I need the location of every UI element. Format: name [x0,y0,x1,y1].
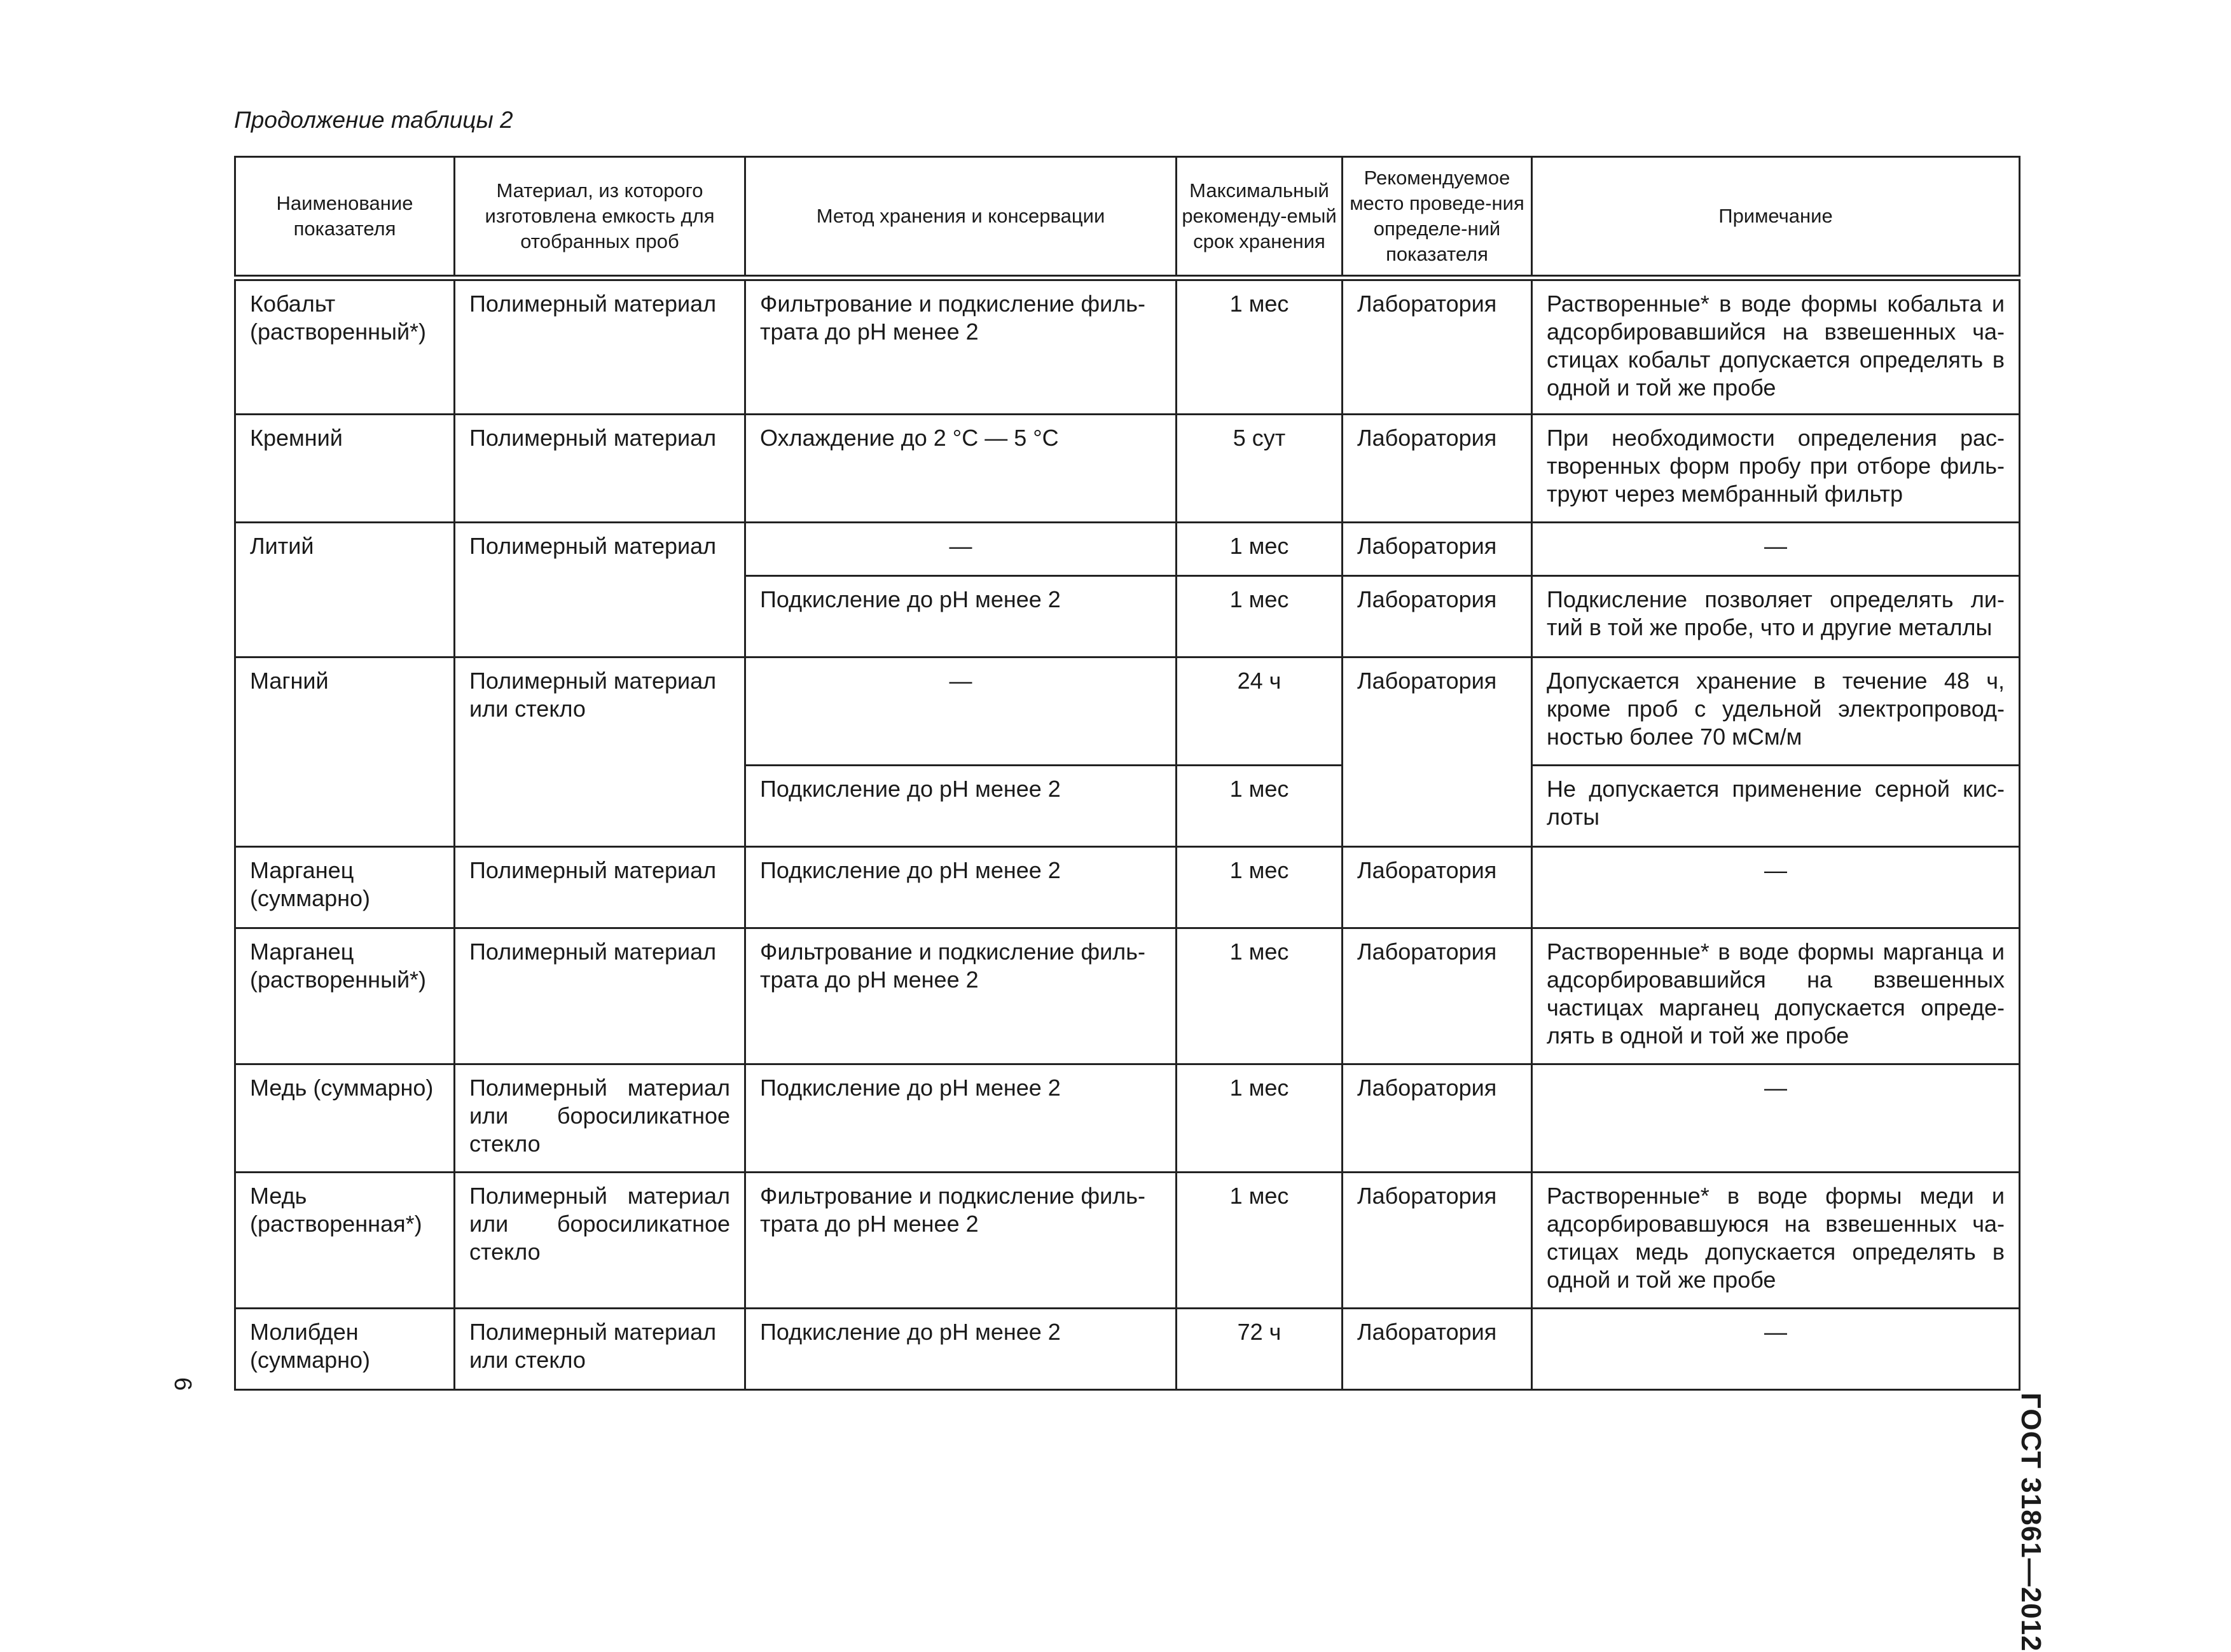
cell-name: Молибден (суммарно) [235,1308,455,1389]
standard-code: ГОСТ 31861—2012 [2015,1393,2047,1652]
cell-name: Кремний [235,414,455,522]
cell-term: 1 мес [1177,1064,1343,1172]
cell-method: Охлаждение до 2 °С — 5 °С [745,414,1177,522]
cell-term: 1 мес [1177,846,1343,928]
cell-note: Допускается хранение в течение 48 ч, кроме проб с удельной электропровод-ностью более 70 мСм/м [1532,657,2020,765]
cell-name: Марганец (растворенный*) [235,928,455,1064]
cell-method: Фильтрование и подкисление филь-трата до pH менее 2 [745,1172,1177,1308]
header-term: Максимальный рекоменду-емый срок хранения [1177,157,1343,279]
cell-place: Лаборатория [1343,575,1532,657]
cell-material: Полимерный материал или стекло [455,1308,745,1389]
cell-note: — [1532,522,2020,575]
cell-place: Лаборатория [1343,278,1532,414]
cell-term: 1 мес [1177,575,1343,657]
table-row [235,1308,2020,1389]
header-material: Материал, из которого изготовлена емкость для отобранных проб [455,157,745,279]
cell-place: Лаборатория [1343,928,1532,1064]
table-row [235,846,2020,928]
cell-note: Растворенные* в воде формы кобальта и адсорбировавшийся на взвешенных ча-стицах кобальт допускается определять в одной и той же пробе [1532,278,2020,414]
cell-method: Фильтрование и подкисление филь-трата до pH менее 2 [745,278,1177,414]
storage-table [234,156,2020,1391]
table-row [235,414,2020,522]
cell-place: Лаборатория [1343,1172,1532,1308]
cell-name: Литий [235,522,455,657]
cell-method: Подкисление до pH менее 2 [745,1308,1177,1389]
page-number: 6 [169,1377,196,1391]
cell-term: 1 мес [1177,928,1343,1064]
cell-note: Растворенные* в воде формы марганца и адсорбировавшийся на взвешенных частицах марганец допускается опреде-лять в одной и той же пробе [1532,928,2020,1064]
cell-place: Лаборатория [1343,846,1532,928]
table-row [235,928,2020,1064]
cell-material: Полимерный материал [455,278,745,414]
cell-note: Подкисление позволяет определять ли-тий в той же пробе, что и другие металлы [1532,575,2020,657]
cell-material: Полимерный материал или боросиликатное стекло [455,1172,745,1308]
cell-note: — [1532,846,2020,928]
cell-name: Медь (растворенная*) [235,1172,455,1308]
table-row [235,657,2020,765]
cell-term: 1 мес [1177,278,1343,414]
cell-name: Марганец (суммарно) [235,846,455,928]
cell-method: Подкисление до pH менее 2 [745,765,1177,846]
cell-place: Лаборатория [1343,414,1532,522]
header-place: Рекомендуемое место проведе-ния определе-ний показателя [1343,157,1532,279]
cell-place: Лаборатория [1343,1308,1532,1389]
cell-term: 72 ч [1177,1308,1343,1389]
cell-material: Полимерный материал [455,928,745,1064]
header-note: Примечание [1532,157,2020,279]
cell-place: Лаборатория [1343,1064,1532,1172]
cell-method: Подкисление до pH менее 2 [745,575,1177,657]
header-method: Метод хранения и консервации [745,157,1177,279]
cell-note: При необходимости определения рас-творенных форм пробу при отборе филь-труют через мембранный фильтр [1532,414,2020,522]
cell-material: Полимерный материал или боросиликатное стекло [455,1064,745,1172]
cell-name: Магний [235,657,455,846]
cell-note: Растворенные* в воде формы меди и адсорбировавшуюся на взвешенных ча-стицах медь допускается определять в одной и той же пробе [1532,1172,2020,1308]
cell-place: Лаборатория [1343,657,1532,846]
cell-term: 1 мес [1177,522,1343,575]
cell-material: Полимерный материал [455,414,745,522]
table-row [235,1172,2020,1308]
table-header-row [235,157,2020,279]
cell-term: 1 мес [1177,1172,1343,1308]
header-name: Наименование показателя [235,157,455,279]
cell-material: Полимерный материал или стекло [455,657,745,846]
table-row [235,1064,2020,1172]
cell-method: Подкисление до pH менее 2 [745,846,1177,928]
cell-note: Не допускается применение серной кис-лоты [1532,765,2020,846]
cell-method: — [745,657,1177,765]
cell-method: Фильтрование и подкисление филь-трата до pH менее 2 [745,928,1177,1064]
table-row [235,522,2020,575]
cell-method: — [745,522,1177,575]
cell-name: Кобальт (растворенный*) [235,278,455,414]
table-caption: Продолжение таблицы 2 [234,107,513,133]
cell-note: — [1532,1064,2020,1172]
cell-term: 24 ч [1177,657,1343,765]
cell-term: 1 мес [1177,765,1343,846]
cell-material: Полимерный материал [455,846,745,928]
table-row [235,278,2020,414]
cell-term: 5 сут [1177,414,1343,522]
cell-method: Подкисление до pH менее 2 [745,1064,1177,1172]
cell-note: — [1532,1308,2020,1389]
cell-name: Медь (суммарно) [235,1064,455,1172]
cell-material: Полимерный материал [455,522,745,657]
cell-place: Лаборатория [1343,522,1532,575]
